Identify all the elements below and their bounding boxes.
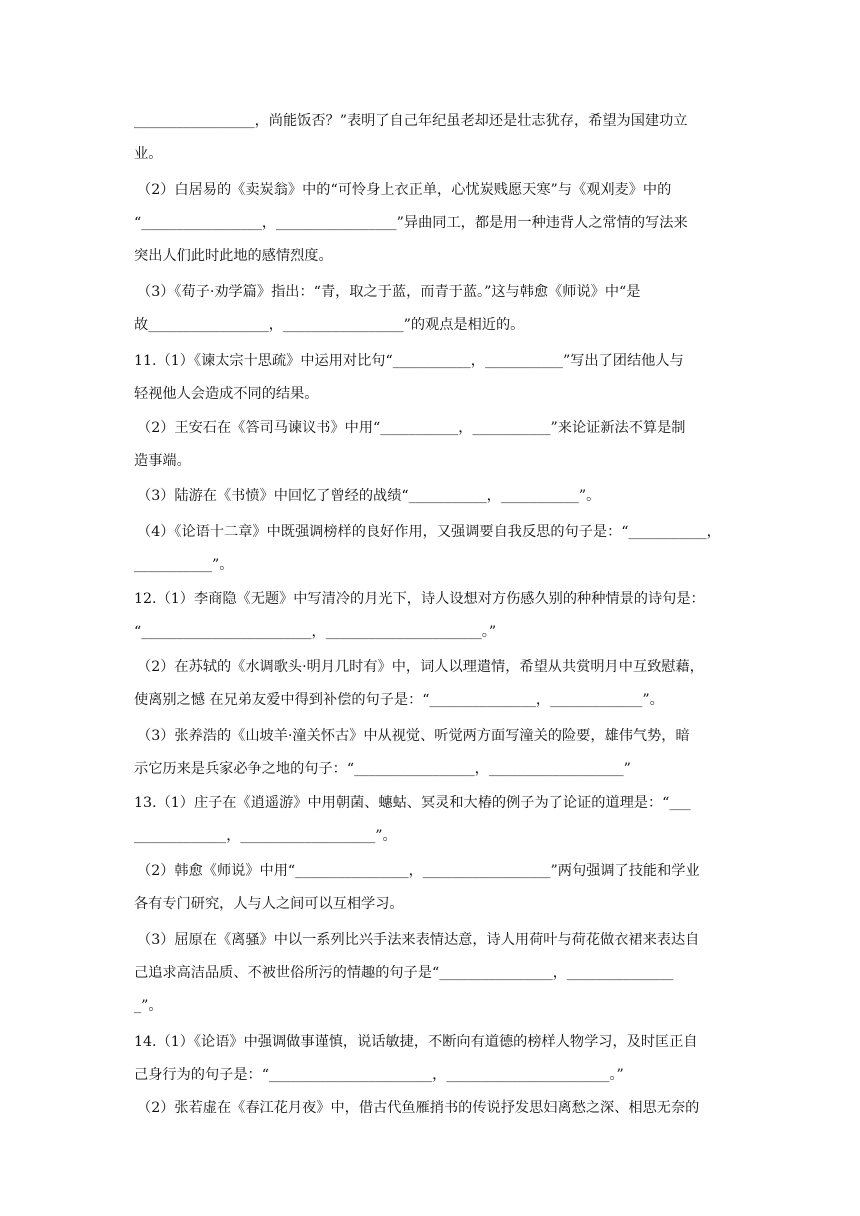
text-line: 己身行为的句子是：“_______________________，_______________________。” [134,1067,624,1083]
text-line: _____________，___________________”。 [134,828,397,844]
text-line: 己追求高洁品质、不被世俗所污的情趣的句子是“________________，_______________ [134,965,674,981]
text-line: 使离别之憾 在兄弟友爱中得到补偿的句子是：“_______________，_____________”。 [134,692,664,708]
text-line: “_________________，_________________”异曲同工，都是用一种违背人之常情的写法来 [134,215,688,231]
text-line: 突出人们此时此地的感情烈度。 [134,248,333,264]
text-line: （2）白居易的《卖炭翁》中的“可怜身上衣正单，心忧炭贱愿天寒”与《观刈麦》中的 [137,182,672,198]
text-line: 示它历来是兵家必争之地的句子：“_________________，___________________” [134,761,631,777]
text-line: “________________________，______________________。” [134,624,497,640]
text-line: ___________”。 [134,557,234,573]
text-line: （2）在苏轼的《水调歌头·明月几时有》中，词人以理遣情，希望从共赏明月中互致慰藉， [137,659,704,675]
text-line: （2）王安石在《答司马谏议书》中用“___________，___________”来论证新法不算是制 [137,420,686,436]
text-line: （3）屈原在《离骚》中以一系列比兴手法来表情达意，诗人用荷叶与荷花做衣裙来表达自 [137,932,700,948]
text-line: 12.（1）李商隐《无题》中写清冷的月光下，诗人设想对方伤感久别的种种情景的诗句是： [134,591,705,607]
text-line: 14.（1）《论语》中强调做事谨慎，说话敏捷，不断向有道德的榜样人物学习，及时匡正自 [134,1034,698,1050]
text-line: 造事端。 [134,453,191,469]
text-line: 业。 [134,146,163,162]
text-line: （3）陆游在《书愤》中回忆了曾经的战绩“___________，___________”。 [137,488,601,504]
text-line: _________________，尚能饭否？”表明了自己年纪虽老却还是壮志犹存，希望为国建功立 [134,113,688,129]
text-line: （3）张养浩的《山坡羊·潼关怀古》中从视觉、听觉两方面写潼关的险要，雄伟气势，暗 [137,728,690,744]
text-line: （2）张若虚在《春江花月夜》中，借古代鱼雁捎书的传说抒发思妇离愁之深、相思无奈的 [137,1100,700,1116]
text-line: （3）《荀子·劝学篇》指出：“青，取之于蓝，而青于蓝。”这与韩愈《师说》中“是 [137,284,641,300]
text-line: 各有专门研究，人与人之间可以互相学习。 [134,896,404,912]
text-line: （2）韩愈《师说》中用“________________，__________________”两句强调了技能和学业 [137,863,700,879]
text-line: 13.（1）庄子在《逍遥游》中用朝菌、蟪蛄、冥灵和大椿的例子为了论证的道理是：“___ [134,795,691,811]
text-line: 轻视他人会造成不同的结果。 [134,386,319,402]
text-line: 故_________________，_________________”的观点是相近的。 [134,317,525,333]
text-line: （4）《论语十二章》中既强调榜样的良好作用，又强调要自我反思的句子是：“___________， [137,524,721,540]
text-line: _”。 [134,998,163,1014]
text-line: 11.（1）《谏太宗十思疏》中运用对比句“___________，___________”写出了团结他人与 [134,353,684,369]
